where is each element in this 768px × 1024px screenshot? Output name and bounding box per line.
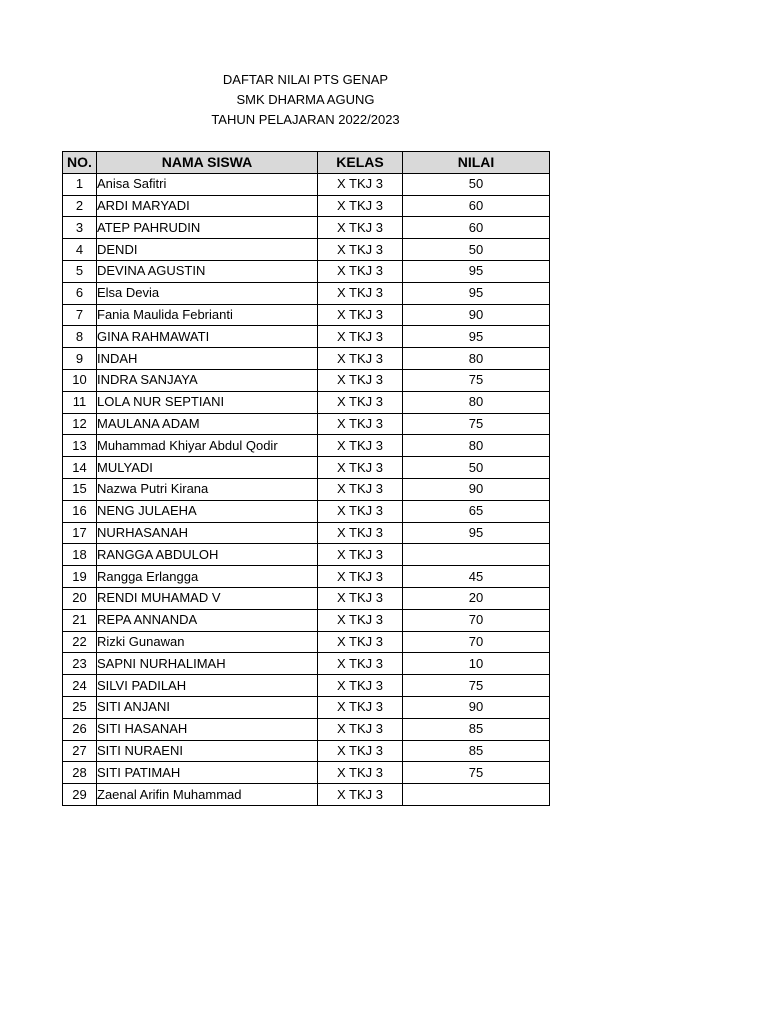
class-cell: X TKJ 3: [318, 391, 403, 413]
row-number-cell: 15: [63, 478, 97, 500]
row-number-cell: 27: [63, 740, 97, 762]
student-name-cell: SILVI PADILAH: [97, 675, 318, 697]
table-row: [63, 326, 550, 348]
grade-cell: 90: [403, 478, 550, 500]
grade-cell: 80: [403, 391, 550, 413]
grade-cell: 75: [403, 413, 550, 435]
table-row: [63, 653, 550, 675]
row-number-cell: 26: [63, 718, 97, 740]
row-number-cell: 17: [63, 522, 97, 544]
student-name-cell: DENDI: [97, 239, 318, 261]
grade-cell: 60: [403, 195, 550, 217]
row-number-cell: 23: [63, 653, 97, 675]
class-cell: X TKJ 3: [318, 304, 403, 326]
grade-cell: 90: [403, 304, 550, 326]
table-row: [63, 587, 550, 609]
row-number-cell: 9: [63, 348, 97, 370]
table-row: [63, 762, 550, 784]
class-cell: X TKJ 3: [318, 587, 403, 609]
table-row: [63, 195, 550, 217]
header-name: NAMA SISWA: [97, 152, 318, 174]
class-cell: X TKJ 3: [318, 718, 403, 740]
student-name-cell: MULYADI: [97, 457, 318, 479]
class-cell: X TKJ 3: [318, 435, 403, 457]
class-cell: X TKJ 3: [318, 544, 403, 566]
class-cell: X TKJ 3: [318, 522, 403, 544]
row-number-cell: 3: [63, 217, 97, 239]
class-cell: X TKJ 3: [318, 348, 403, 370]
table-body: [63, 173, 550, 805]
row-number-cell: 8: [63, 326, 97, 348]
table-row: [63, 696, 550, 718]
table-row: [63, 718, 550, 740]
grade-cell: 85: [403, 718, 550, 740]
row-number-cell: 24: [63, 675, 97, 697]
title-line-2: SMK DHARMA AGUNG: [236, 92, 375, 107]
student-name-cell: ARDI MARYADI: [97, 195, 318, 217]
class-cell: X TKJ 3: [318, 500, 403, 522]
student-name-cell: RENDI MUHAMAD V: [97, 587, 318, 609]
grade-cell: [403, 544, 550, 566]
table-header-row: [63, 152, 550, 174]
class-cell: X TKJ 3: [318, 653, 403, 675]
table-row: [63, 413, 550, 435]
row-number-cell: 28: [63, 762, 97, 784]
grade-cell: 95: [403, 522, 550, 544]
row-number-cell: 21: [63, 609, 97, 631]
class-cell: X TKJ 3: [318, 784, 403, 806]
grade-cell: 95: [403, 282, 550, 304]
student-name-cell: Rangga Erlangga: [97, 566, 318, 588]
table-row: [63, 631, 550, 653]
class-cell: X TKJ 3: [318, 173, 403, 195]
student-name-cell: MAULANA ADAM: [97, 413, 318, 435]
class-cell: X TKJ 3: [318, 457, 403, 479]
table-row: [63, 217, 550, 239]
row-number-cell: 22: [63, 631, 97, 653]
title-line-1: DAFTAR NILAI PTS GENAP: [222, 72, 389, 87]
header-no: NO.: [63, 152, 97, 174]
grade-cell: 90: [403, 696, 550, 718]
grade-cell: 20: [403, 587, 550, 609]
class-cell: X TKJ 3: [318, 260, 403, 282]
grade-cell: 70: [403, 631, 550, 653]
table-row: [63, 478, 550, 500]
grade-cell: 65: [403, 500, 550, 522]
grade-cell: 95: [403, 326, 550, 348]
grade-cell: 75: [403, 675, 550, 697]
grade-cell: 80: [403, 348, 550, 370]
student-name-cell: Muhammad Khiyar Abdul Qodir: [97, 435, 318, 457]
class-cell: X TKJ 3: [318, 696, 403, 718]
student-name-cell: SAPNI NURHALIMAH: [97, 653, 318, 675]
student-name-cell: INDAH: [97, 348, 318, 370]
row-number-cell: 19: [63, 566, 97, 588]
grades-table: [62, 151, 550, 806]
table-row: [63, 282, 550, 304]
class-cell: X TKJ 3: [318, 631, 403, 653]
student-name-cell: Fania Maulida Febrianti: [97, 304, 318, 326]
row-number-cell: 5: [63, 260, 97, 282]
student-name-cell: GINA RAHMAWATI: [97, 326, 318, 348]
class-cell: X TKJ 3: [318, 413, 403, 435]
row-number-cell: 1: [63, 173, 97, 195]
class-cell: X TKJ 3: [318, 195, 403, 217]
row-number-cell: 4: [63, 239, 97, 261]
student-name-cell: NURHASANAH: [97, 522, 318, 544]
class-cell: X TKJ 3: [318, 217, 403, 239]
grade-cell: 50: [403, 457, 550, 479]
student-name-cell: INDRA SANJAYA: [97, 369, 318, 391]
grade-cell: 75: [403, 369, 550, 391]
table-row: [63, 675, 550, 697]
grade-cell: 60: [403, 217, 550, 239]
table-row: [63, 348, 550, 370]
header-kelas: KELAS: [318, 152, 403, 174]
table-row: [63, 304, 550, 326]
row-number-cell: 12: [63, 413, 97, 435]
header-nilai: NILAI: [403, 152, 550, 174]
student-name-cell: SITI ANJANI: [97, 696, 318, 718]
class-cell: X TKJ 3: [318, 609, 403, 631]
student-name-cell: SITI NURAENI: [97, 740, 318, 762]
grade-cell: 75: [403, 762, 550, 784]
title-line-3: TAHUN PELAJARAN 2022/2023: [211, 112, 400, 127]
row-number-cell: 10: [63, 369, 97, 391]
student-name-cell: NENG JULAEHA: [97, 500, 318, 522]
table-row: [63, 522, 550, 544]
grade-cell: 95: [403, 260, 550, 282]
class-cell: X TKJ 3: [318, 282, 403, 304]
grade-cell: 10: [403, 653, 550, 675]
student-name-cell: Rizki Gunawan: [97, 631, 318, 653]
student-name-cell: ATEP PAHRUDIN: [97, 217, 318, 239]
table-row: [63, 260, 550, 282]
table-row: [63, 609, 550, 631]
student-name-cell: SITI HASANAH: [97, 718, 318, 740]
row-number-cell: 16: [63, 500, 97, 522]
class-cell: X TKJ 3: [318, 326, 403, 348]
class-cell: X TKJ 3: [318, 566, 403, 588]
row-number-cell: 25: [63, 696, 97, 718]
table-row: [63, 544, 550, 566]
table-row: [63, 457, 550, 479]
row-number-cell: 13: [63, 435, 97, 457]
document-title: [62, 70, 549, 130]
row-number-cell: 7: [63, 304, 97, 326]
student-name-cell: Zaenal Arifin Muhammad: [97, 784, 318, 806]
grade-cell: 80: [403, 435, 550, 457]
class-cell: X TKJ 3: [318, 369, 403, 391]
table-row: [63, 500, 550, 522]
table-row: [63, 239, 550, 261]
grade-cell: 50: [403, 173, 550, 195]
row-number-cell: 29: [63, 784, 97, 806]
class-cell: X TKJ 3: [318, 762, 403, 784]
row-number-cell: 6: [63, 282, 97, 304]
grade-cell: 45: [403, 566, 550, 588]
row-number-cell: 11: [63, 391, 97, 413]
grade-cell: 50: [403, 239, 550, 261]
row-number-cell: 14: [63, 457, 97, 479]
student-name-cell: RANGGA ABDULOH: [97, 544, 318, 566]
table-row: [63, 391, 550, 413]
table-row: [63, 740, 550, 762]
row-number-cell: 2: [63, 195, 97, 217]
class-cell: X TKJ 3: [318, 740, 403, 762]
row-number-cell: 18: [63, 544, 97, 566]
table-row: [63, 369, 550, 391]
grade-cell: [403, 784, 550, 806]
row-number-cell: 20: [63, 587, 97, 609]
student-name-cell: REPA ANNANDA: [97, 609, 318, 631]
table-row: [63, 784, 550, 806]
class-cell: X TKJ 3: [318, 239, 403, 261]
student-name-cell: DEVINA AGUSTIN: [97, 260, 318, 282]
student-name-cell: Nazwa Putri Kirana: [97, 478, 318, 500]
student-name-cell: Elsa Devia: [97, 282, 318, 304]
grade-cell: 85: [403, 740, 550, 762]
table-row: [63, 566, 550, 588]
table-row: [63, 435, 550, 457]
table-row: [63, 173, 550, 195]
student-name-cell: Anisa Safitri: [97, 173, 318, 195]
student-name-cell: LOLA NUR SEPTIANI: [97, 391, 318, 413]
class-cell: X TKJ 3: [318, 478, 403, 500]
student-name-cell: SITI PATIMAH: [97, 762, 318, 784]
grade-cell: 70: [403, 609, 550, 631]
class-cell: X TKJ 3: [318, 675, 403, 697]
